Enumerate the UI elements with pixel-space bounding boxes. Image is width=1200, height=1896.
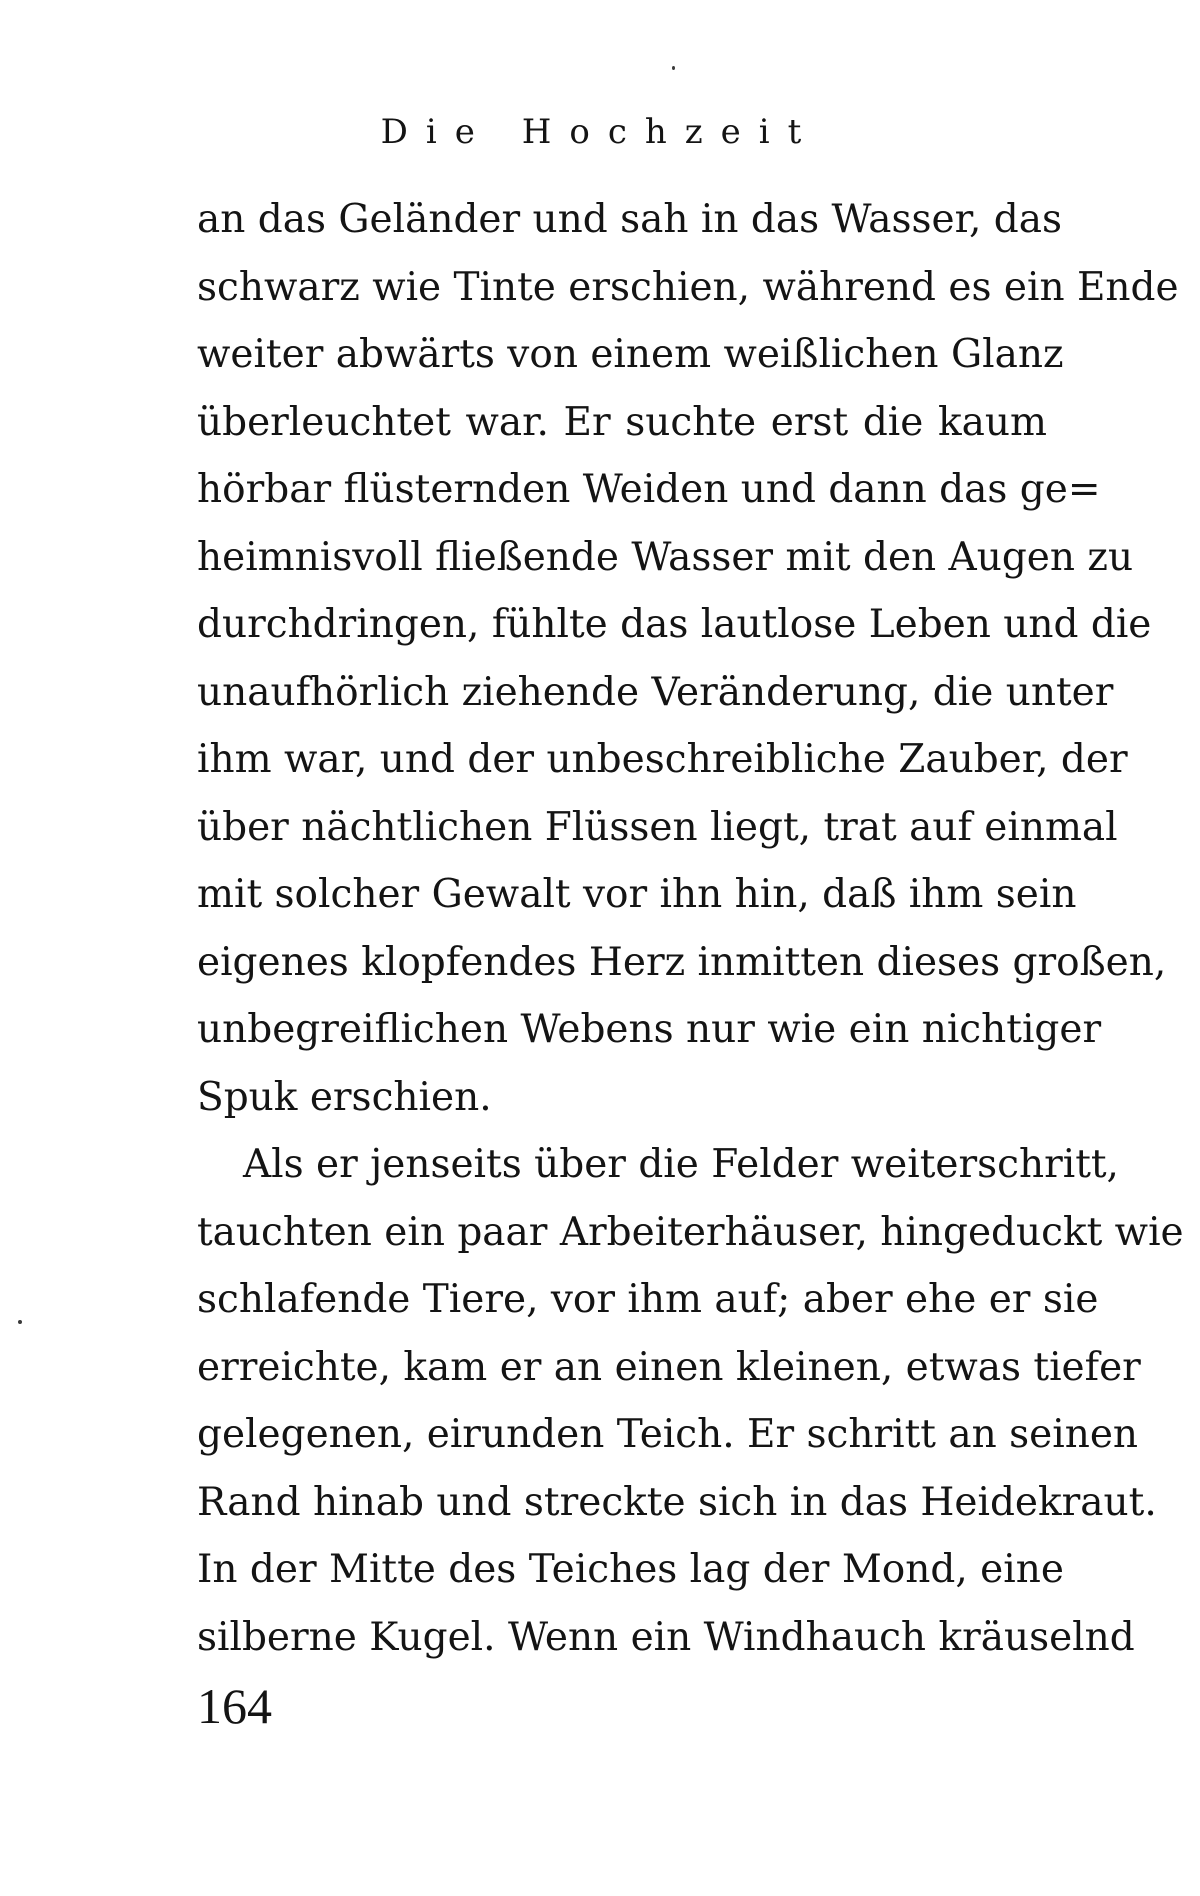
- paragraph-first-line: Als er jenseits über die Felder weiterschritt,: [243, 1142, 1119, 1187]
- text-line: Rand hinab und streckte sich in das Heidekraut.: [197, 1479, 1157, 1525]
- scan-speck: [672, 66, 675, 70]
- text-line: eigenes klopfendes Herz inmitten dieses großen,: [197, 939, 1167, 985]
- text-line: mit solcher Gewalt vor ihn hin, daß ihm sein: [197, 872, 1077, 917]
- text-line: gelegenen, eirunden Teich. Er schritt an seinen: [197, 1412, 1139, 1457]
- text-line: tauchten ein paar Arbeiterhäuser, hingeduckt wie: [197, 1209, 1184, 1255]
- paragraph-last-line: Spuk erschien.: [197, 1074, 492, 1120]
- text-line: an das Geländer und sah in das Wasser, das: [197, 197, 1062, 242]
- text-line: schlafende Tiere, vor ihm auf; aber ehe er sie: [197, 1277, 1099, 1322]
- text-line: unbegreiflichen Webens nur wie ein nichtiger: [197, 1007, 1102, 1052]
- text-line: schwarz wie Tinte erschien, während es ein Ende: [197, 264, 1179, 310]
- running-head: Die Hochzeit: [380, 112, 820, 152]
- scan-speck: [18, 1320, 22, 1324]
- text-line: weiter abwärts von einem weißlichen Glanz: [197, 332, 1064, 377]
- text-line: heimnisvoll fließende Wasser mit den Augen zu: [197, 534, 1134, 580]
- text-line: silberne Kugel. Wenn ein Windhauch kräuselnd: [197, 1614, 1135, 1660]
- text-line: erreichte, kam er an einen kleinen, etwas tiefer: [197, 1344, 1141, 1390]
- text-line: über nächtlichen Flüssen liegt, trat auf einmal: [197, 804, 1118, 850]
- text-line: überleuchtet war. Er suchte erst die kaum: [197, 399, 1047, 445]
- page-number: 164: [197, 1678, 272, 1734]
- text-line: unaufhörlich ziehende Veränderung, die unter: [197, 669, 1114, 715]
- text-line: In der Mitte des Teiches lag der Mond, eine: [197, 1547, 1064, 1592]
- text-line: ihm war, und der unbeschreibliche Zauber, der: [197, 737, 1128, 782]
- body-text: [197, 186, 1184, 1671]
- text-line: durchdringen, fühlte das lautlose Leben und die: [197, 602, 1152, 647]
- text-line: hörbar flüsternden Weiden und dann das ge=: [197, 467, 1101, 512]
